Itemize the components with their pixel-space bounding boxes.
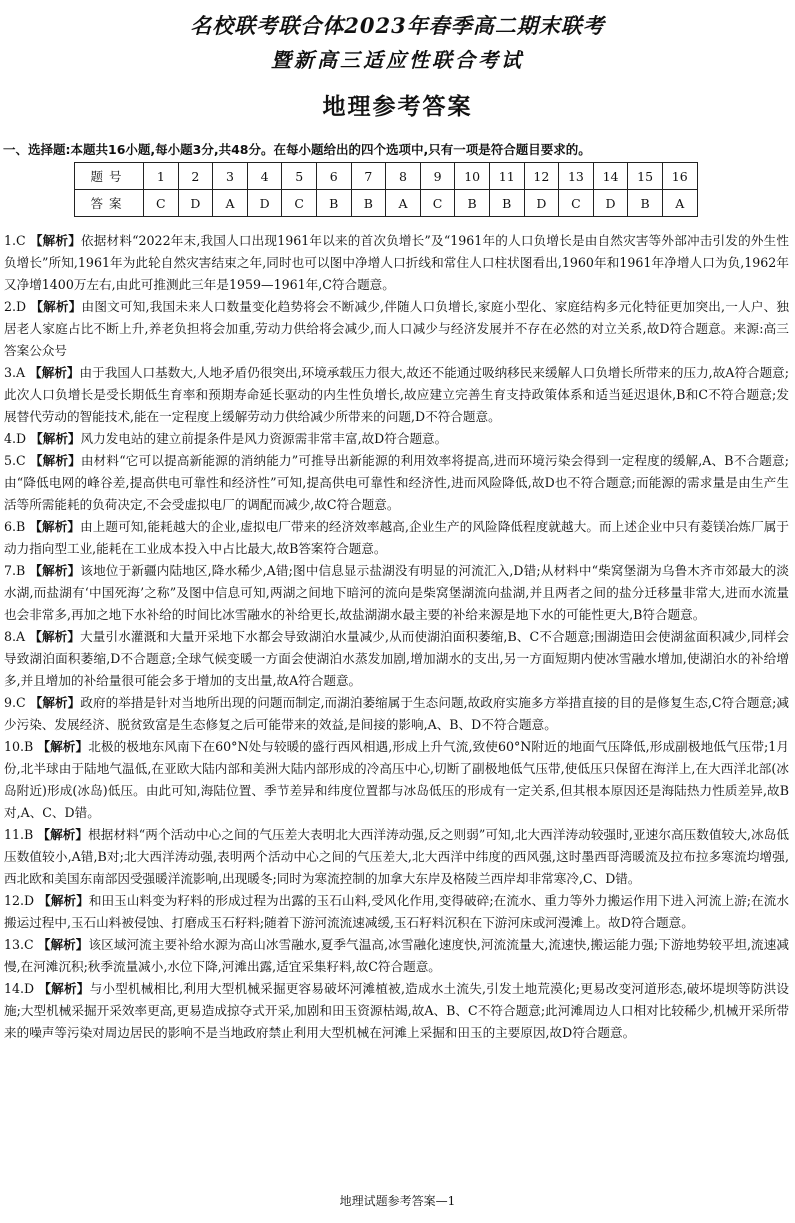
- item-number: 12.D: [4, 893, 35, 908]
- question-number-cell: 1: [144, 163, 179, 190]
- analysis-tag: 【解析】: [29, 233, 81, 248]
- item-text: 由于我国人口基数大,人地矛盾仍很突出,环境承载压力很大,故还不能通过吸纳移民来缓解人口负增长所带来的压力,故A符合题意;此次人口负增长是受长期低生育率和预期寿命延长驱动的内生性负增长,故应建立完善生育支持政策体系和适当延迟退休,B和C不符合题意;发展替代劳动的智能技术,能在一定程度上缓解劳动力供给减少所带来的问题,D不符合题意。: [4, 365, 790, 424]
- answer-cell: D: [247, 190, 282, 217]
- question-number-cell: 7: [351, 163, 386, 190]
- analysis-tag: 【解析】: [29, 629, 81, 644]
- item-text: 由上题可知,能耗越大的企业,虚拟电厂带来的经济效率越高,企业生产的风险降低程度就越大。而上述企业中只有菱镁冶炼厂属于动力指向型工业,能耗在工业成本投入中占比最大,故B答案符合题意。: [4, 519, 790, 556]
- analysis-tag: 【解析】: [30, 299, 82, 314]
- item-text: 根据材料“两个活动中心之间的气压差大表明北大西洋涛动强,反之则弱”可知,北大西洋涛动较强时,亚速尔高压数值较大,冰岛低压数值较小,A错,B对;北大西洋涛动强,表明两个活动中心之间的气压差大,北大西洋中纬度的西风强,这时墨西哥湾暖流及拉布拉多寒流均增强,西北欧和美国东南部因受强暖洋流影响,出现暖冬;同时为寒流控制的加拿大东岸及格陵兰西岸却非常寒冷,C、D错。: [4, 827, 790, 886]
- section-heading: 一、选择题:本题共16小题,每小题3分,共48分。在每小题给出的四个选项中,只有一项是符合题目要求的。: [3, 142, 591, 157]
- page-footer: 地理试题参考答案—1: [339, 1194, 456, 1208]
- analysis-tag: 【解析】: [29, 563, 81, 578]
- question-number-cell: 3: [213, 163, 248, 190]
- explanation-item: [4, 978, 789, 1044]
- exam-title-line1: 名校联考联合体2023年春季高二期末联考: [190, 13, 605, 38]
- explanation-item: [4, 824, 789, 890]
- analysis-tag: 【解析】: [29, 519, 81, 534]
- item-number: 1.C: [4, 233, 26, 248]
- item-number: 10.B: [4, 739, 34, 754]
- explanation-list: [4, 230, 789, 1044]
- answer-cell: C: [144, 190, 179, 217]
- answer-cell: C: [282, 190, 317, 217]
- analysis-tag: 【解析】: [29, 453, 81, 468]
- item-text: 由图文可知,我国未来人口数量变化趋势将会不断减少,伴随人口负增长,家庭小型化、家庭结构多元化特征更加突出,一人户、独居老人家庭占比不断上升,养老负担将会加重,劳动力供给将会减少,而人口减少与经济发展并不存在必然的对立关系,故D符合题意。来源:高三答案公众号: [4, 299, 790, 358]
- item-number: 6.B: [4, 519, 26, 534]
- item-text: 与小型机械相比,利用大型机械采掘更容易破坏河滩植被,造成水土流失,引发土地荒漠化;更易改变河道形态,破坏堤坝等防洪设施;大型机械采掘开采效率更高,更易造成掠夺式开采,加剧和田玉资源枯竭,故A、B、C不符合题意;此河滩周边人口相对比较稀少,机械开采所带来的噪声等污染对周边居民的影响不是当地政府禁止利用大型机械在河滩上采掘和田玉的主要原因,故D符合题意。: [4, 981, 789, 1040]
- question-number-cell: 8: [386, 163, 421, 190]
- explanation-item: [4, 890, 789, 934]
- item-text: 由材料“它可以提高新能源的消纳能力”可推导出新能源的利用效率将提高,进而环境污染会得到一定程度的缓解,A、B不合题意;由“降低电网的峰谷差,提高供电可靠性和经济性”可知,提高供电可靠性和经济性,进而风险降低,故D也不符合题意;而能源的需求量是由生产生活等所需能耗的负荷决定,不会受虚拟电厂的调配而减少,故C符合题意。: [4, 453, 789, 512]
- answer-cell: D: [178, 190, 213, 217]
- answer-cell: D: [593, 190, 628, 217]
- analysis-tag: 【解析】: [37, 739, 89, 754]
- row-label-number: 题号: [75, 163, 144, 190]
- answer-cell: B: [489, 190, 524, 217]
- analysis-tag: 【解析】: [38, 893, 89, 908]
- analysis-tag: 【解析】: [37, 827, 89, 842]
- question-number-cell: 9: [420, 163, 455, 190]
- answer-cell: C: [420, 190, 455, 217]
- answer-table: [74, 162, 698, 217]
- answer-cell: B: [351, 190, 386, 217]
- question-number-cell: 16: [662, 163, 697, 190]
- explanation-item: [4, 516, 789, 560]
- explanation-item: [4, 736, 789, 824]
- answer-table-row-answers: [75, 190, 698, 217]
- analysis-tag: 【解析】: [37, 937, 89, 952]
- question-number-cell: 14: [593, 163, 628, 190]
- question-number-cell: 11: [489, 163, 524, 190]
- item-text: 该区域河流主要补给水源为高山冰雪融水,夏季气温高,冰雪融化速度快,河流流量大,流速快,搬运能力强;下游地势较平坦,流速减慢,在河滩沉积;秋季流量减小,水位下降,河滩出露,适宜采集籽料,故C符合题意。: [4, 937, 789, 974]
- answer-cell: A: [662, 190, 697, 217]
- exam-title-line2: 暨新高三适应性联合考试: [271, 48, 524, 72]
- item-text: 风力发电站的建立前提条件是风力资源需非常丰富,故D符合题意。: [80, 431, 448, 446]
- answer-cell: C: [559, 190, 594, 217]
- question-number-cell: 5: [282, 163, 317, 190]
- explanation-item: [4, 230, 789, 296]
- doc-title: 地理参考答案: [322, 93, 473, 120]
- answer-cell: B: [316, 190, 351, 217]
- question-number-cell: 2: [178, 163, 213, 190]
- answer-cell: B: [628, 190, 663, 217]
- analysis-tag: 【解析】: [29, 365, 80, 380]
- explanation-item: [4, 428, 789, 450]
- item-text: 该地位于新疆内陆地区,降水稀少,A错;图中信息显示盐湖没有明显的河流汇入,D错;从材料中“柴窝堡湖为乌鲁木齐市郊最大的淡水湖,而盐湖有‘中国死海’之称”及图中信息可知,两湖之间地下暗河的流向是柴窝堡湖流向盐湖,并且两者之间的盐分迁移量非常大,进而水流量也会非常多,再加之地下水补给的时间比冰雪融水的补给更长,故盐湖湖水最主要的补给来源是地下水的可能性更大,B符合题意。: [4, 563, 789, 622]
- item-number: 9.C: [4, 695, 26, 710]
- item-number: 3.A: [4, 365, 26, 380]
- answer-cell: A: [386, 190, 421, 217]
- answer-cell: B: [455, 190, 490, 217]
- question-number-cell: 10: [455, 163, 490, 190]
- answer-cell: D: [524, 190, 559, 217]
- analysis-tag: 【解析】: [38, 981, 90, 996]
- item-number: 4.D: [4, 431, 27, 446]
- question-number-cell: 6: [316, 163, 351, 190]
- item-text: 依据材料“2022年末,我国人口出现1961年以来的首次负增长”及“1961年的人口负增长是由自然灾害等外部冲击引发的外生性负增长”所知,1961年为此轮自然灾害结束之年,同时也可以图中净增人口折线和常住人口柱状图看出,1960年和1961年净增人口为负,1962年又净增1400万左右,由此可推测此三年是1959—1961年,C符合题意。: [4, 233, 790, 292]
- question-number-cell: 15: [628, 163, 663, 190]
- explanation-item: [4, 296, 789, 362]
- explanation-item: [4, 450, 789, 516]
- item-text: 大量引水灌溉和大量开采地下水都会导致湖泊水量减少,从而使湖泊面积萎缩,B、C不合题意;围湖造田会使湖盆面积减少,同样会导致湖泊面积萎缩,D不合题意;全球气候变暖一方面会使湖泊水蒸发加剧,增加湖水的支出,另一方面短期内使冰雪融水增加,使湖泊水的补给增多,并且增加的补给量很可能会多于增加的支出量,故A符合题意。: [4, 629, 789, 688]
- answer-table-row-numbers: [75, 163, 698, 190]
- item-number: 5.C: [4, 453, 26, 468]
- item-number: 11.B: [4, 827, 34, 842]
- explanation-item: [4, 934, 789, 978]
- item-number: 13.C: [4, 937, 34, 952]
- question-number-cell: 12: [524, 163, 559, 190]
- explanation-item: [4, 560, 789, 626]
- question-number-cell: 4: [247, 163, 282, 190]
- item-number: 2.D: [4, 299, 27, 314]
- item-number: 7.B: [4, 563, 26, 578]
- explanation-item: [4, 626, 789, 692]
- item-text: 北极的极地东风南下在60°N处与较暖的盛行西风相遇,形成上升气流,致使60°N附近的地面气压降低,形成副极地低气压带;1月份,北半球由于陆地气温低,在亚欧大陆内部和美洲大陆内部形成的冷高压中心,切断了副极地低气压带,使低压只保留在海洋上,在大西洋北部(冰岛附近)形成(冰岛)低压。由此可知,海陆位置、季节差异和纬度位置都与冰岛低压的形成有一定关系,但其根本原因还是海陆热力性质差异,故B对,A、C、D错。: [4, 739, 789, 820]
- analysis-tag: 【解析】: [29, 695, 81, 710]
- item-number: 14.D: [4, 981, 35, 996]
- item-text: 政府的举措是针对当地所出现的问题而制定,而湖泊萎缩属于生态问题,故政府实施多方举措直接的目的是修复生态,C符合题意;减少污染、发展经济、脱贫致富是生态修复之后可能带来的效益,是间接的影响,A、B、D不符合题意。: [4, 695, 790, 732]
- item-text: 和田玉山料变为籽料的形成过程为出露的玉石山料,受风化作用,变得破碎;在流水、重力等外力搬运作用下进入河流上游;在流水搬运过程中,玉石山料被侵蚀、打磨成玉石籽料;随着下游河流流速减缓,玉石籽料沉积在下游河床或河漫滩上。故D符合题意。: [4, 893, 790, 930]
- answer-cell: A: [213, 190, 248, 217]
- explanation-item: [4, 692, 789, 736]
- item-number: 8.A: [4, 629, 26, 644]
- question-number-cell: 13: [559, 163, 594, 190]
- row-label-answer: 答案: [75, 190, 144, 217]
- analysis-tag: 【解析】: [30, 431, 81, 446]
- explanation-item: [4, 362, 789, 428]
